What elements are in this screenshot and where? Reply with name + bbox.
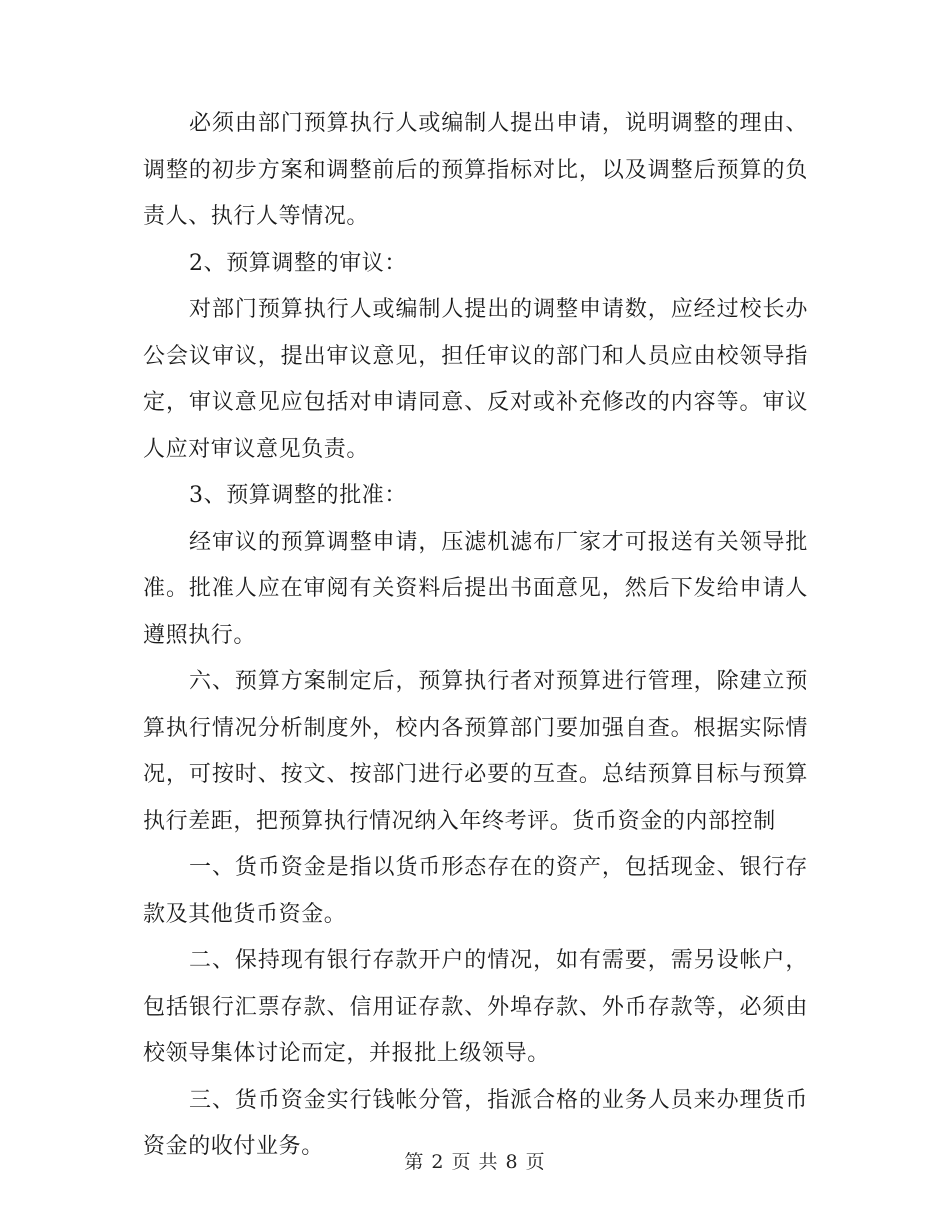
heading-budget-adjustment-approval: 3、预算调整的批准： <box>189 483 407 508</box>
paragraph-bank-accounts: 二、保持现有银行存款开户的情况，如有需要，需另设帐户，包括银行汇票存款、信用证存款、外埠存款、外币存款等，必须由校领导集体讨论而定，并报批上级领导。 <box>143 948 808 1066</box>
paragraph-budget-management: 六、预算方案制定后，预算执行者对预算进行管理，除建立预算执行情况分析制度外，校内各预算部门要加强自查。根据实际情况，可按时、按文、按部门进行必要的互查。总结预算目标与预算执行差距，把预算执行情况纳入年终考评。货币资金的内部控制 <box>143 669 808 834</box>
heading-budget-adjustment-review: 2、预算调整的审议： <box>189 250 407 276</box>
paragraph-budget-adjustment-review: 对部门预算执行人或编制人提出的调整申请数，应经过校长办公会议审议，提出审议意见，担任审议的部门和人员应由校领导指定，审议意见应包括对申请同意、反对或补充修改的内容等。审议人应对审议意见负责。 <box>143 297 808 462</box>
paragraph-monetary-funds-definition: 一、货币资金是指以货币形态存在的资产，包括现金、银行存款及其他货币资金。 <box>143 855 808 927</box>
document-body <box>143 101 808 1171</box>
paragraph-budget-adjustment-approval: 经审议的预算调整申请，压滤机滤布厂家才可报送有关领导批准。批准人应在审阅有关资料后提出书面意见，然后下发给申请人遵照执行。 <box>143 529 808 648</box>
page-number-footer: 第 2 页 共 8 页 <box>404 1151 546 1173</box>
paragraph-separation-of-duties: 三、货币资金实行钱帐分管，指派合格的业务人员来办理货币资金的收付业务。 <box>143 1087 808 1159</box>
paragraph-budget-adjustment-application: 必须由部门预算执行人或编制人提出申请，说明调整的理由、调整的初步方案和调整前后的预算指标对比，以及调整后预算的负责人、执行人等情况。 <box>143 111 808 229</box>
